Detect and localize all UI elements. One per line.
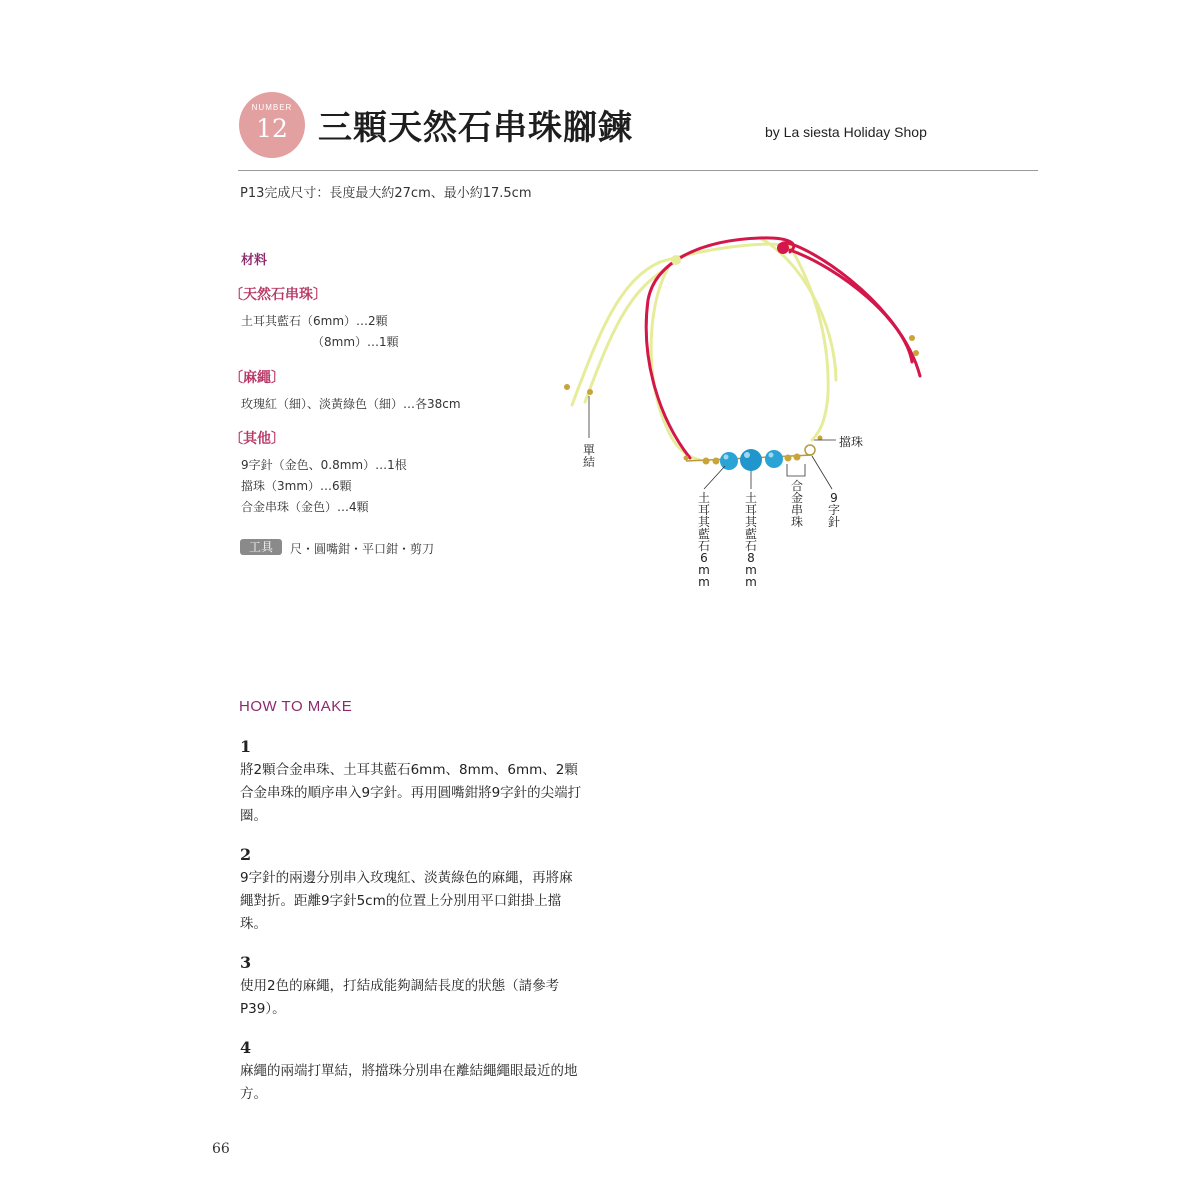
page-number: 66: [212, 1141, 230, 1157]
label-nine-pin: 9字針: [827, 491, 840, 529]
badge-word: NUMBER: [251, 103, 293, 112]
turquoise-6mm: [765, 450, 783, 468]
material-item: 合金串珠（金色）…4顆: [241, 500, 369, 514]
alloy-bead: [785, 455, 792, 462]
material-item: 玫瑰紅（細）、淡黃綠色（細）…各38cm: [241, 397, 461, 411]
nine-pin-loop: [805, 445, 815, 455]
material-item: 擋珠（3mm）…6顆: [241, 479, 352, 493]
label-stopper: 擋珠: [839, 435, 864, 449]
page-title: 三顆天然石串珠腳鍊: [318, 108, 633, 148]
stopper-bead: [587, 389, 593, 395]
turquoise-8mm: [740, 449, 762, 471]
material-item: 土耳其藍石（6mm）…2顆: [241, 314, 388, 328]
header-divider: [238, 170, 1038, 171]
step-text: 使用2色的麻繩，打結成能夠調結長度的狀態（請參考P39）。: [240, 978, 560, 1017]
material-item: （8mm）…1顆: [312, 335, 399, 349]
sliding-knot-red: [777, 242, 789, 254]
tools-badge: 工具: [240, 539, 282, 555]
stopper-bead: [684, 456, 689, 461]
leader-lines: [589, 396, 836, 489]
alloy-bead: [703, 458, 710, 465]
material-item: 9字針（金色、0.8mm）…1根: [241, 458, 407, 472]
material-group-title: 〔其他〕: [229, 431, 285, 447]
number-badge: [239, 92, 305, 158]
label-single-knot: 單結: [582, 443, 595, 469]
materials-heading: 材料: [241, 253, 268, 268]
label-turquoise-8: 土耳其藍石8mm: [744, 491, 757, 589]
badge-number: 12: [256, 114, 288, 143]
stopper-bead: [564, 384, 570, 390]
finished-size: P13完成尺寸：長度最大約27cm、最小約17.5cm: [240, 186, 532, 201]
step-text: 9字針的兩邊分別串入玫瑰紅、淡黃綠色的麻繩，再將麻繩對折。距離9字針5cm的位置上分別用平口鉗掛上擋珠。: [240, 870, 573, 932]
material-group-title: 〔天然石串珠〕: [229, 287, 327, 303]
alloy-bead: [713, 458, 720, 465]
sliding-knot-yellow: [671, 255, 681, 265]
step-number: 3: [240, 953, 252, 972]
material-group-title: 〔麻繩〕: [229, 370, 285, 386]
label-turquoise-6: 土耳其藍石6mm: [697, 491, 710, 589]
stopper-bead: [909, 335, 915, 341]
yellow-cord: [572, 238, 836, 460]
alloy-bead: [794, 454, 801, 461]
howto-heading: HOW TO MAKE: [239, 698, 353, 715]
stopper-bead: [913, 350, 919, 356]
step-text: 麻繩的兩端打單結，將擋珠分別串在離結繩繩眼最近的地方。: [240, 1063, 578, 1102]
red-cord: [646, 238, 920, 458]
byline: by La siesta Holiday Shop: [765, 124, 927, 140]
label-alloy-bead: 合金串珠: [790, 479, 803, 529]
tools-text: 尺・圓嘴鉗・平口鉗・剪刀: [290, 542, 435, 556]
step-number: 1: [240, 737, 252, 756]
turquoise-6mm: [720, 452, 738, 470]
step-text: 將2顆合金串珠、土耳其藍石6mm、8mm、6mm、2顆合金串珠的順序串入9字針。再用圓嘴鉗將9字針的尖端打圈。: [240, 762, 582, 824]
step-number: 2: [240, 845, 252, 864]
step-number: 4: [240, 1038, 252, 1057]
